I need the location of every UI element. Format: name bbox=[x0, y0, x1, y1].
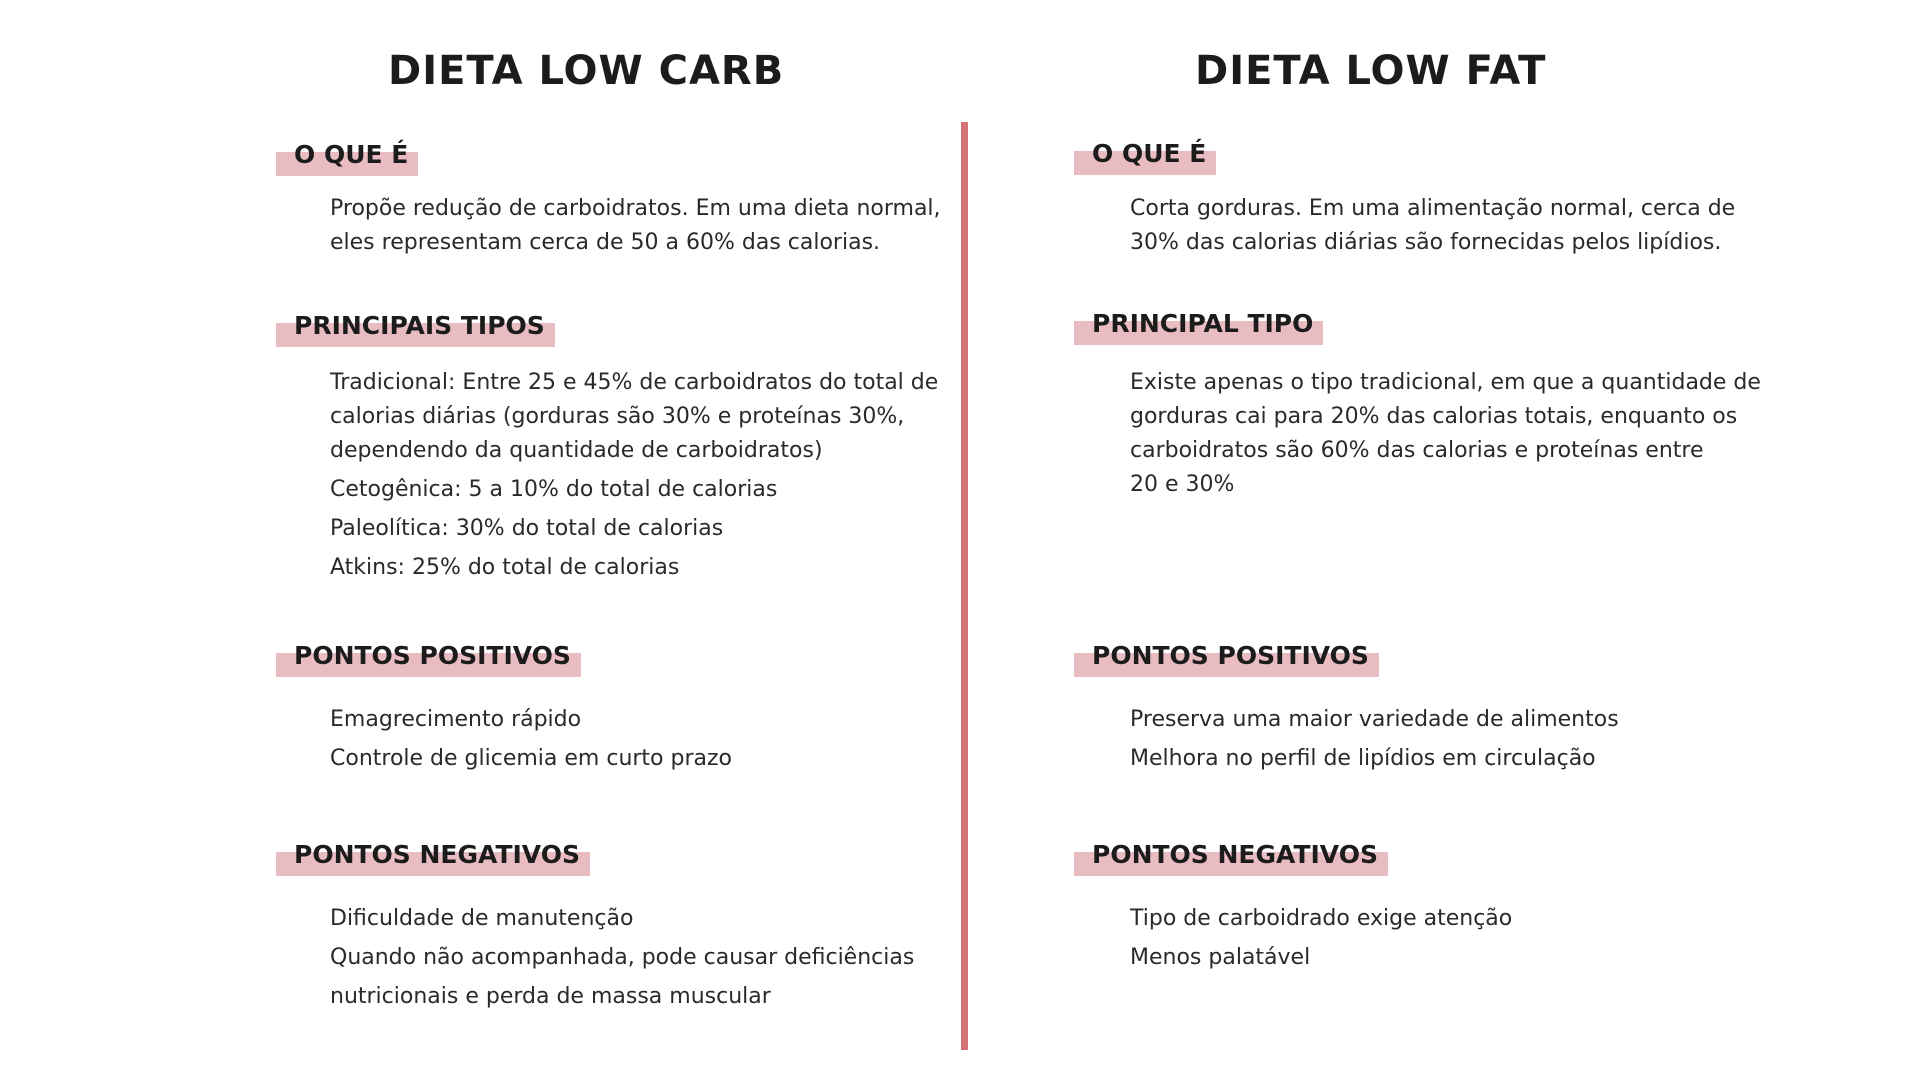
list-item: nutricionais e perda de massa muscular bbox=[330, 984, 771, 1009]
low-fat-negatives-label: PONTOS NEGATIVOS bbox=[1074, 838, 1388, 872]
list-item: Emagrecimento rápido bbox=[330, 707, 582, 732]
low-fat-title: DIETA LOW FAT bbox=[1195, 48, 1547, 94]
list-item: Preserva uma maior variedade de alimentos bbox=[1130, 707, 1619, 732]
list-item: Dificuldade de manutenção bbox=[330, 906, 634, 931]
low-fat-what-is-text: Corta gorduras. Em uma alimentação normal, cerca de 30% das calorias diárias são fornecidas pelos lipídios. bbox=[1130, 196, 1736, 255]
low-carb-negatives-label: PONTOS NEGATIVOS bbox=[276, 838, 590, 872]
list-item: Tipo de carboidrado exige atenção bbox=[1130, 906, 1513, 931]
list-item: Cetogênica: 5 a 10% do total de calorias bbox=[330, 477, 778, 502]
list-item: Atkins: 25% do total de calorias bbox=[330, 555, 680, 580]
list-item: Controle de glicemia em curto prazo bbox=[330, 746, 733, 771]
low-fat-type-text: Existe apenas o tipo tradicional, em que a quantidade de gorduras cai para 20% das calorias totais, enquanto os carboidratos são 60% das calorias e proteínas entre 20 e 30% bbox=[1130, 370, 1761, 497]
low-fat-type-label: PRINCIPAL TIPO bbox=[1074, 307, 1323, 341]
list-item: Tradicional: Entre 25 e 45% de carboidratos do total de calorias diárias (gorduras são 30% e proteínas 30%, dependendo da quantidade de carboidratos) bbox=[330, 370, 939, 463]
low-fat-positives-label: PONTOS POSITIVOS bbox=[1074, 639, 1379, 673]
low-carb-types-label: PRINCIPAIS TIPOS bbox=[276, 309, 555, 343]
list-item: Quando não acompanhada, pode causar deficiências bbox=[330, 945, 915, 970]
list-item: Paleolítica: 30% do total de calorias bbox=[330, 516, 724, 541]
low-carb-title: DIETA LOW CARB bbox=[388, 48, 785, 94]
low-carb-what-is-label: O QUE É bbox=[276, 138, 418, 172]
low-fat-negatives-list bbox=[1130, 902, 1512, 975]
list-item: Melhora no perfil de lipídios em circulação bbox=[1130, 746, 1596, 771]
low-fat-what-is-label: O QUE É bbox=[1074, 137, 1216, 171]
low-carb-what-is-text: Propõe redução de carboidratos. Em uma dieta normal, eles representam cerca de 50 a 60% das calorias. bbox=[330, 196, 941, 255]
list-item: Menos palatável bbox=[1130, 945, 1311, 970]
low-fat-positives-list bbox=[1130, 703, 1619, 776]
low-carb-positives-label: PONTOS POSITIVOS bbox=[276, 639, 581, 673]
